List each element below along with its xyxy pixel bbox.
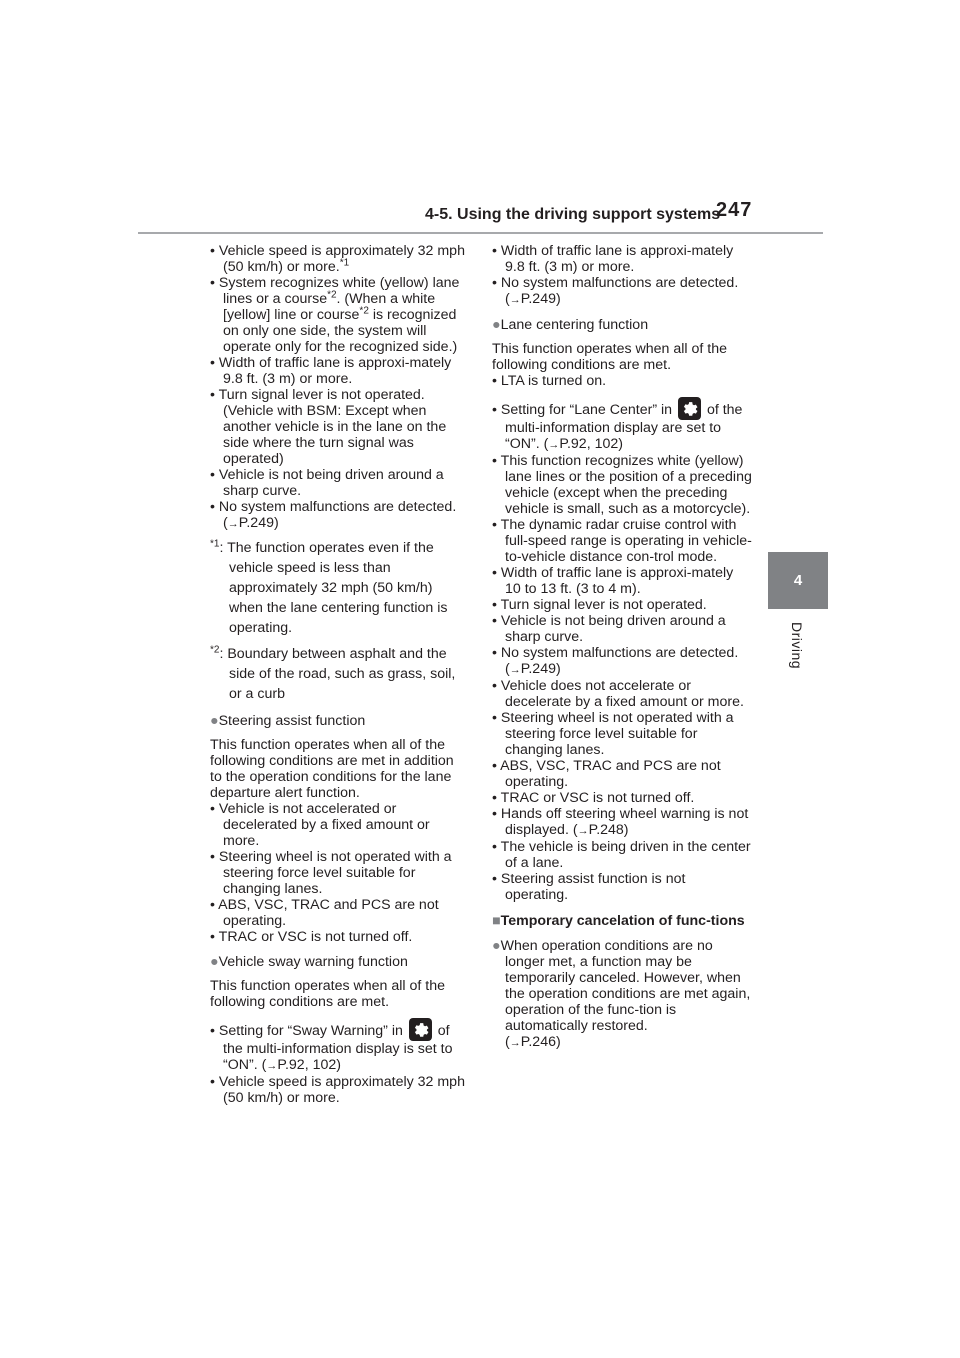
page-reference-arrow-icon: → xyxy=(266,1060,278,1072)
list-item: • This function recognizes white (yellow) lane lines or the position of a preceding vehicle (except when the preceding vehicle is small, such as a motorcycle). xyxy=(492,453,752,517)
list-item: • Setting for “Sway Warning” in of the multi-information display is set to “ON”. (→P.92, 102) xyxy=(210,1018,468,1074)
list-item: • No system malfunctions are detected. (→P.249) xyxy=(210,499,457,531)
circle-bullet-icon: ● xyxy=(210,954,219,970)
section-heading: ■Temporary cancelation of func-tions xyxy=(492,913,745,929)
list-item: • Vehicle speed is approximately 32 mph (50 km/h) or more. xyxy=(210,1074,465,1106)
list-item: • TRAC or VSC is not turned off. xyxy=(210,929,413,945)
page-reference-arrow-icon: → xyxy=(577,825,589,837)
circle-bullet-icon: ● xyxy=(492,317,501,333)
list-item: • Steering wheel is not operated with a steering force level suitable for changing lanes. xyxy=(492,710,734,758)
page-link[interactable]: P.249) xyxy=(520,291,561,307)
list-item: • Width of traffic lane is approxi-mately 10 to 13 ft. (3 to 4 m). xyxy=(492,565,734,597)
footnote: $^{*2}$: Boundary between asphalt and the side of the road, such as grass, soil, or a curb xyxy=(210,644,456,702)
paragraph: This function operates when all of the following conditions are met. xyxy=(492,341,728,373)
list-item: • The dynamic radar cruise control with full-speed range is operating in vehicle-to-vehicle distance con-trol mode. xyxy=(492,517,752,565)
page-reference-arrow-icon: → xyxy=(548,439,560,451)
list-item: • TRAC or VSC is not turned off. xyxy=(492,790,695,806)
right-column xyxy=(492,243,752,1051)
page-reference-arrow-icon: → xyxy=(509,664,521,676)
page-reference-arrow-icon: → xyxy=(509,1037,521,1049)
list-item: • Turn signal lever is not operated. (Vehicle with BSM: Except when another vehicle is in the lane on the side where the turn signal was operated) xyxy=(210,387,447,467)
list-item: • System recognizes white (yellow) lane lines or a course$^{*2}$. (When a white [yellow] line or course$^{*2}$ is recognized on only one side, the system will operate only for the recognized side.) xyxy=(210,275,460,355)
page-number: 247 xyxy=(716,199,753,221)
subheading: ●Steering assist function xyxy=(210,713,366,729)
chapter-label: Driving xyxy=(789,622,805,670)
list-item: • Vehicle is not being driven around a sharp curve. xyxy=(210,467,444,499)
circle-bullet-icon: ● xyxy=(492,938,501,954)
list-item: • No system malfunctions are detected. (→P.249) xyxy=(492,275,739,307)
chapter-tab: 4 xyxy=(768,552,828,609)
subheading: ●Vehicle sway warning function xyxy=(210,954,408,970)
page-link[interactable]: P.249) xyxy=(520,661,561,677)
circle-bullet-icon: ● xyxy=(210,713,219,729)
list-item: • No system malfunctions are detected. (→P.249) xyxy=(492,645,739,677)
page-link[interactable]: P.249) xyxy=(238,515,279,531)
settings-gear-icon xyxy=(409,1018,432,1041)
list-item: • Vehicle does not accelerate or decelerate by a fixed amount or more. xyxy=(492,678,744,710)
list-item: • Hands off steering wheel warning is not displayed. (→P.248) xyxy=(492,806,749,838)
paragraph: This function operates when all of the following conditions are met. xyxy=(210,978,446,1010)
list-item: • Vehicle speed is approximately 32 mph (50 km/h) or more.$^{*1}$ xyxy=(210,243,465,275)
square-bullet-icon: ■ xyxy=(492,913,501,929)
page-link[interactable]: P.92, 102) xyxy=(559,436,623,452)
list-item: • LTA is turned on. xyxy=(492,373,607,389)
paragraph: ●When operation conditions are no longer met, a function may be temporarily canceled. However, when the operation conditions are met again, operation of the func-tion is automatically restored. (→P.246) xyxy=(492,938,751,1050)
left-column xyxy=(210,243,468,1106)
page-link[interactable]: P.246) xyxy=(520,1034,561,1050)
list-item: • Width of traffic lane is approxi-mately 9.8 ft. (3 m) or more. xyxy=(492,243,734,275)
list-item: • Steering wheel is not operated with a steering force level suitable for changing lanes. xyxy=(210,849,452,897)
list-item: • Steering assist function is not operating. xyxy=(492,871,686,903)
header-divider xyxy=(138,232,823,234)
settings-gear-icon xyxy=(678,397,701,420)
page-reference-arrow-icon: → xyxy=(509,294,521,306)
list-item: • The vehicle is being driven in the center of a lane. xyxy=(492,839,751,871)
list-item: • Turn signal lever is not operated. xyxy=(492,597,707,613)
list-item: • Vehicle is not being driven around a sharp curve. xyxy=(492,613,726,645)
page-link[interactable]: P.92, 102) xyxy=(277,1057,341,1073)
list-item: • ABS, VSC, TRAC and PCS are not operating. xyxy=(210,897,439,929)
page-reference-arrow-icon: → xyxy=(227,518,239,530)
list-item: • Setting for “Lane Center” in of the multi-information display are set to “ON”. (→P.92, 102) xyxy=(492,397,752,453)
page-link[interactable]: P.248) xyxy=(588,822,629,838)
footnote: $^{*1}$: The function operates even if the vehicle speed is less than approximately 32 mph (50 km/h) when the lane centering function is operating. xyxy=(210,538,448,636)
subheading: ●Lane centering function xyxy=(492,317,649,333)
list-item: • Vehicle is not accelerated or decelerated by a fixed amount or more. xyxy=(210,801,430,849)
list-item: • ABS, VSC, TRAC and PCS are not operating. xyxy=(492,758,721,790)
list-item: • Width of traffic lane is approxi-mately 9.8 ft. (3 m) or more. xyxy=(210,355,452,387)
section-title: 4-5. Using the driving support systems xyxy=(425,206,721,223)
paragraph: This function operates when all of the following conditions are met in addition to the operation conditions for the lane departure alert function. xyxy=(210,737,454,801)
